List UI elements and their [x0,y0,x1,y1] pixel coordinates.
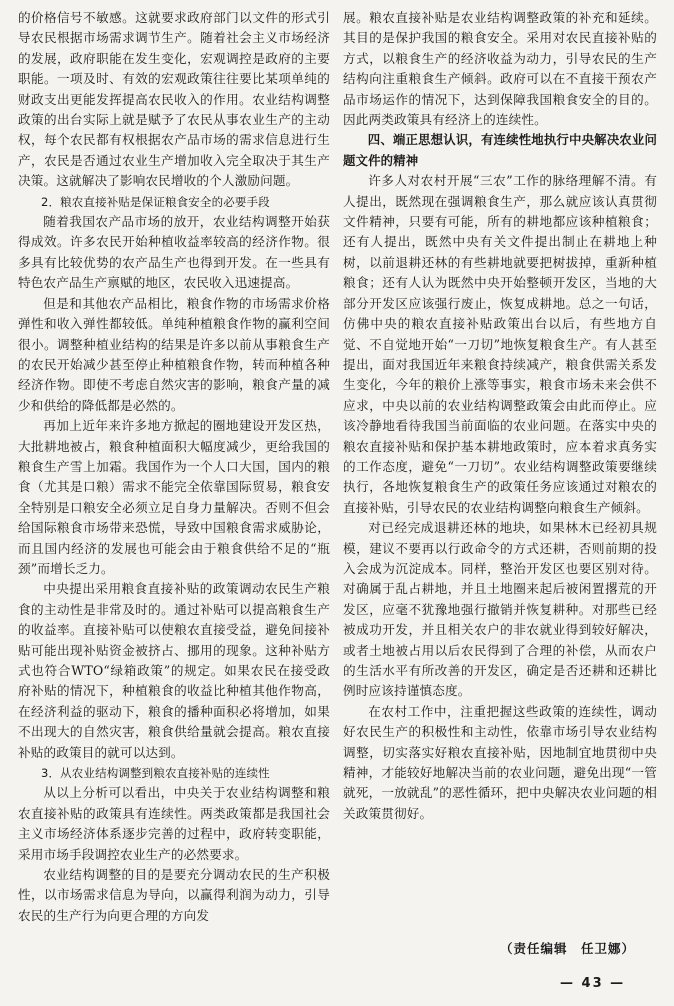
paragraph: 对已经完成退耕还林的地块，如果林木已经初具规模，建议不要再以行政命令的方式还耕，否则前期的投入会成为沉淀成本。同样，整治开发区也要区别对待。对确属于乱占耕地，并且土地圈来起后被闲置撂荒的开发区，应毫不犹豫地强行撤销并恢复耕种。对那些已经被成功开发，并且相关农户的非农就业得到较好解决，或者土地被占用以后农民得到了合理的补偿，从而农户的生活水平有所改善的开发区，确定是否还耕和还耕比例时应该持谨慎态度。 [343,520,657,699]
paragraph: 展。粮农直接补贴是农业结构调整政策的补充和延续。其目的是保护我国的粮食安全。采用对农民直接补贴的方式，以粮食生产的经济收益为动力，引导农民的生产结构向注重粮食生产倾斜。政府可以在不直接干预农产品市场运作的情况下，达到保障我国粮食安全的目的。因此两类政策具有经济上的连续性。 [343,10,657,128]
paragraph: 但是和其他农产品相比，粮食作物的市场需求价格弹性和收入弹性都较低。单纯种植粮食作物的赢利空间很小。调整种植业结构的结果是许多以前从事粮食生产的农民开始减少甚至停止种植粮食作物，转而种植各种经济作物。即使不考虑自然灾害的影响，粮食产量的减少和供给的降低都是必然的。 [18,295,330,413]
subsection-heading: 3．从农业结构调整到粮农直接补贴的连续性 [41,766,270,781]
subsection-heading: 2．粮农直接补贴是保证粮食安全的必要手段 [41,194,270,209]
paragraph: 从以上分析可以看出，中央关于农业结构调整和粮农直接补贴的政策具有连续性。两类政策都是我国社会主义市场经济体系逐步完善的过程中，政府转变职能，采用市场手段调控农业生产的必然要求。 [18,785,330,862]
paragraph: 中央提出采用粮食直接补贴的政策调动农民生产粮食的主动性是非常及时的。通过补贴可以提高粮食生产的收益率。直接补贴可以使粮农直接受益，避免间接补贴可能出现补贴资金被挤占、挪用的现象。这种补贴方式也符合WTO“绿箱政策”的规定。如果农民在接受政府补贴的情况下，种植粮食的收益比种植其他作物高，在经济利益的驱动下，粮食的播种面积必将增加，如果不出现大的自然灾害，粮食供给量就会提高。粮农直接补贴的政策目的就可以达到。 [18,581,330,760]
left-column [18,8,330,926]
paragraph: 在农村工作中，注重把握这些政策的连续性，调动好农民生产的积极性和主动性，依靠市场引导农业结构调整，切实落实好粮农直接补贴，因地制宜地贯彻中央精神，才能较好地解决当前的农业问题，避免出现“一管就死，一放就乱”的恶性循环，把中央解决农业问题的相关政策贯彻好。 [343,703,657,821]
paragraph: 农业结构调整的目的是要充分调动农民的生产积极性，以市场需求信息为导向，以赢得利润为动力，引导农民的生产行为向更合理的方向发 [18,867,330,923]
paragraph: 许多人对农村开展“三农”工作的脉络理解不清。有人提出，既然现在强调粮食生产，那么就应该认真贯彻文件精神，只要有可能，所有的耕地都应该种植粮食；还有人提出，既然中央有关文件提出制止在耕地上种树，以前退耕还林的有些耕地就要把树拔掉，重新种植粮食；还有人认为既然中央开始整顿开发区，当地的大部分开发区应该强行废止，恢复成耕地。总之一句话，仿佛中央的粮农直接补贴政策出台以后，有些地方自觉、不自觉地开始“一刀切”地恢复粮食生产。有人甚至提出，面对我国近年来粮食持续减产，粮食供需关系发生变化，今年的粮价上涨等事实，粮食市场未来会供不应求，中央以前的农业结构调整政策会由此而停止。应该冷静地看待我国当前面临的农业问题。在落实中央的粮农直接补贴和保护基本耕地政策时，应本着求真务实的工作态度，避免“一刀切”。农业结构调整政策要继续执行，各地恢复粮食生产的政策任务应该通过对粮农的直接补贴，引导农民的农业结构调整向粮食生产倾斜。 [343,173,657,515]
right-column [343,8,657,824]
editor-credit: （责任编辑 任卫娜） [500,941,636,956]
paragraph: 随着我国农产品市场的放开，农业结构调整开始获得成效。许多农民开始种植收益率较高的经济作物。很多具有比较优势的农产品生产也得到开发。在一些具有特色农产品生产禀赋的地区，农民收入迅速提高。 [18,214,330,291]
section-heading: 四、端正思想认识，有连续性地执行中央解决农业问题文件的精神 [343,132,657,168]
page-number: — 43 — [560,976,626,991]
paragraph: 再加上近年来许多地方掀起的圈地建设开发区热，大批耕地被占，粮食种植面积大幅度减少，更给我国的粮食生产雪上加霜。我国作为一个人口大国，国内的粮食（尤其是口粮）需求不能完全依靠国际贸易，粮食安全特别是口粮安全必须立足自身力量解决。否则不但会给国际粮食市场带来恐慌，导致中国粮食需求威胁论，而且国内经济的发展也可能会由于粮食供给不足的“瓶颈”而增长乏力。 [18,418,330,576]
paragraph: 的价格信号不敏感。这就要求政府部门以文件的形式引导农民根据市场需求调节生产。随着社会主义市场经济的发展，政府职能在发生变化，宏观调控是政府的主要职能。一项及时、有效的宏观政策往往要比某项单纯的财政支出更能发挥提高农民收入的作用。农业结构调整政策的出台实际上就是赋予了农民从事农业生产的主动权，每个农民都有权根据农产品市场的需求信息进行生产，农民是否通过农业生产增加收入完全取决于其生产决策。这就解决了影响农民增收的个人激励问题。 [18,10,330,189]
